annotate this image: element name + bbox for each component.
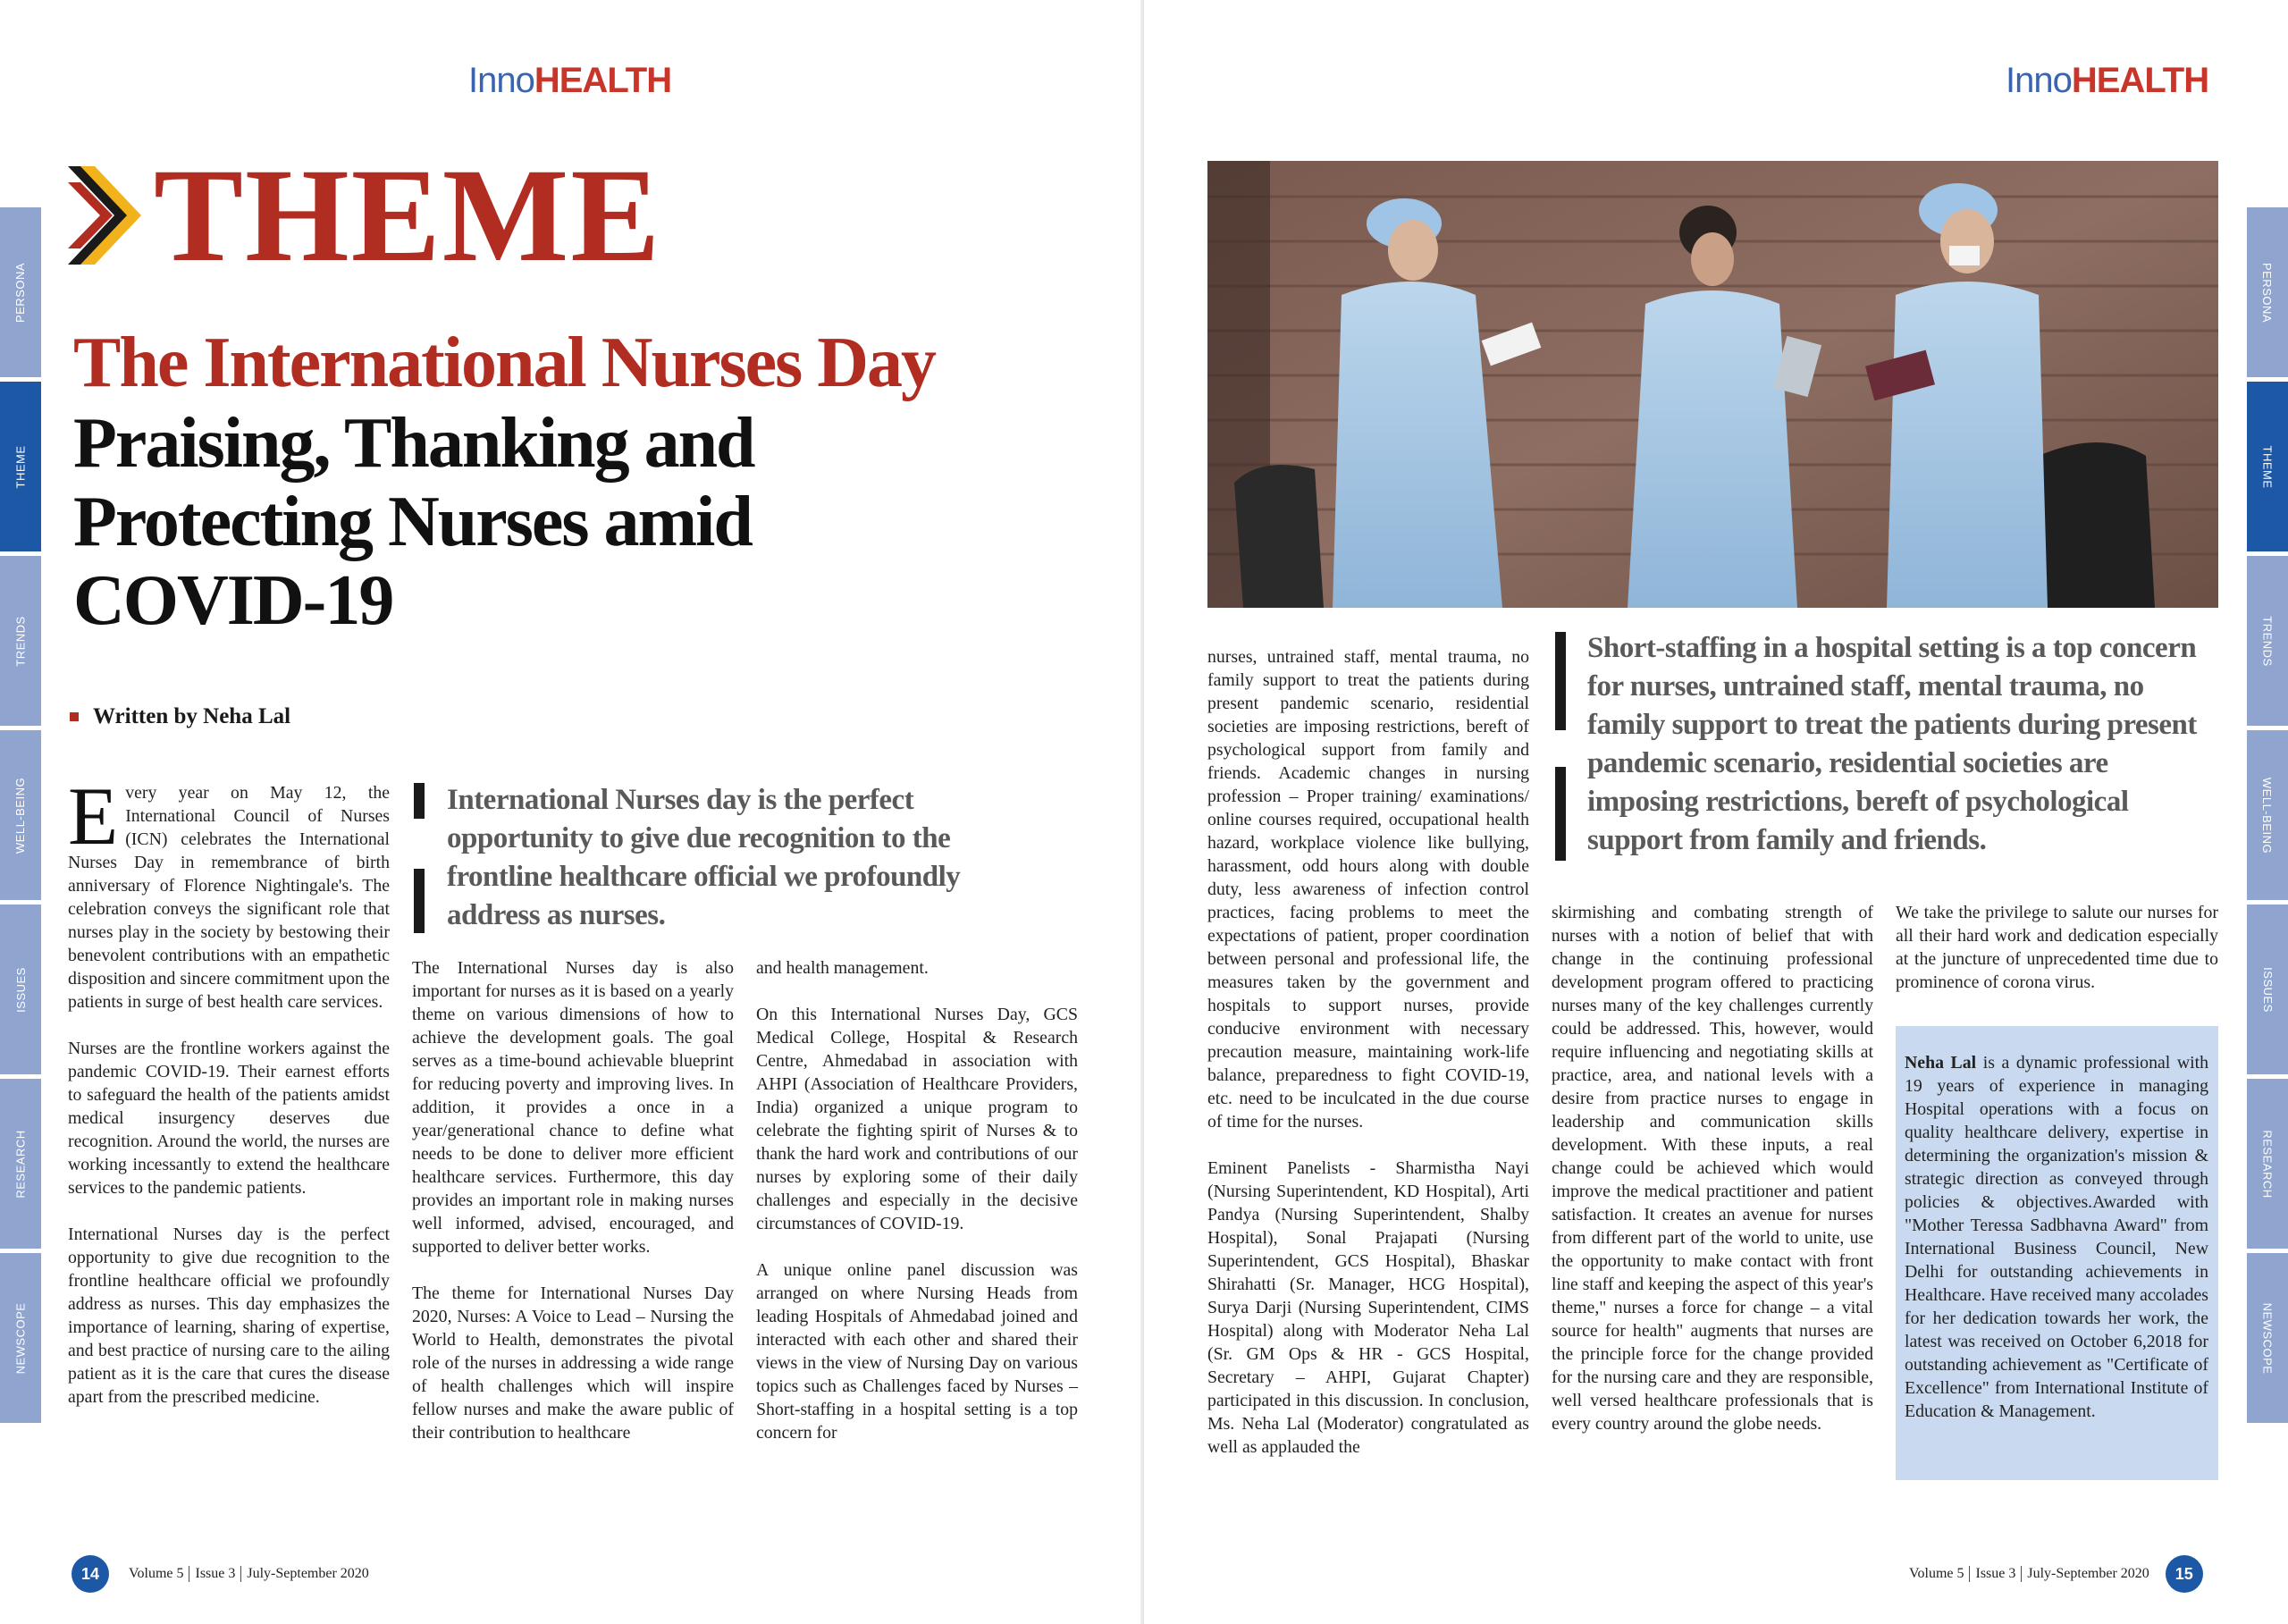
headline-line1: The International Nurses Day [73, 324, 936, 402]
section-tabs-left [0, 207, 41, 1427]
section-tabs-right [2247, 207, 2288, 1427]
tab-well-being[interactable]: WELL-BEING [2247, 730, 2288, 900]
pullquote: International Nurses day is the perfect opportunity to give due recognition to the frontline healthcare official we profoundly address as nurses. [447, 784, 961, 931]
pullquote-bar [1555, 632, 1566, 730]
drop-cap: E [68, 770, 119, 862]
tab-issues[interactable]: ISSUES [0, 905, 41, 1074]
innohealth-logo: InnoHEALTH [468, 61, 672, 100]
paragraph: International Nurses day is the perfect opportunity to give due recognition to the frontline healthcare official we profoundly address as nurses. This day emphasizes the importance of learning, sharing of expertise, and best practice of nursing care to the ailing patient as it is the care that cures the disease apart from the prescribed medicine. [68, 1224, 390, 1407]
article-column-5 [1552, 901, 1873, 1459]
paragraph: skirmishing and combating strength of nurses with a notion of belief that with change in the continuing professional development program offered to practicing nurses many of the key challenges currently could be addressed. This, however, would require influencing and negotiating skills at practice, area, and national levels with a desire from practice nurses to engage in leadership and communication skills development. With these inputs, a real change could be achieved which would improve the medical practitioner and patient satisfaction. It creates an avenue for nurses from different part of the world to unite, use the opportunity to make contact with front line staff and keeping the aspect of this year's theme," nurses a force for change – a vital source for health" augments that nurses are the principle force for the change provided for the nursing care and they are responsible, well versed healthcare professionals that is every country around the globe needs. [1552, 903, 1873, 1434]
paragraph: The International Nurses day is also important for nurses as it is based on a yearly theme on various dimensions of how to achieve the development goals. The goal serves as a time-bound achievable blueprint for reducing poverty and improving lives. In addition, it provides a once in a year/generational chance to define what needs to be done to deliver more efficient healthcare services. Furthermore, this day provides an important role in making nurses well informed, advised, encouraged, and supported to deliver better works. [412, 958, 734, 1257]
pullquote-bar [1555, 767, 1566, 861]
pullquote-bar [414, 869, 425, 933]
article-column-4 [1207, 645, 1529, 1482]
section-label: THEME [154, 141, 662, 290]
tab-trends[interactable]: TRENDS [0, 556, 41, 726]
tab-well-being[interactable]: WELL-BEING [0, 730, 41, 900]
tab-persona[interactable]: PERSONA [0, 207, 41, 377]
paragraph: Nurses are the frontline workers against the pandemic COVID-19. Their earnest efforts to safeguard the health of the patients amidst medical insurgency deserves due recognition. Around the world, the nurses are working incessantly to extend the healthcare services to the pandemic patients. [68, 1039, 390, 1198]
tab-persona[interactable]: PERSONA [2247, 207, 2288, 377]
nurses-photo [1207, 161, 2218, 608]
tab-issues[interactable]: ISSUES [2247, 905, 2288, 1074]
paragraph: nurses, untrained staff, mental trauma, no family support to treat the patients during present pandemic scenario, residential societies are imposing restrictions, bereft of psychological support from family and friends. Academic changes in nursing profession – Proper training/ examinations/ online courses required, occupational health hazard, workplace violence like bullying, harassment, odd hours along with double duty, less awareness of infection control practices, facing problems to meet the expectations of patient, proper coordination between personal and professional life, the measures taken by the government and hospitals to support nurses, provide conducive environment with necessary precaution measure, maintaining work-life balance, preparedness to fight COVID-19, etc. need to be inculcated in the due course of time for the nurses. [1207, 647, 1529, 1132]
page-footer-left: 14 Volume 5 Issue 3 July-September 2020 [72, 1555, 369, 1593]
tab-trends[interactable]: TRENDS [2247, 556, 2288, 726]
page-footer-right: Volume 5 Issue 3 July-September 2020 15 [1909, 1555, 2203, 1593]
bullet-square-icon [70, 712, 79, 721]
tab-newscope[interactable]: NEWSCOPE [0, 1253, 41, 1423]
paragraph: The theme for International Nurses Day 2020, Nurses: A Voice to Lead – Nursing the World to Health, demonstrates the pivotal role of the nurses in addressing a wide range of health challenges which will inspire fellow nurses and make the aware public of their contribution to healthcare [412, 1283, 734, 1443]
tab-theme[interactable]: THEME [2247, 382, 2288, 551]
paragraph: and health management. [756, 958, 929, 978]
nurses-in-ppe-illustration [1207, 161, 2218, 608]
tab-newscope[interactable]: NEWSCOPE [2247, 1253, 2288, 1423]
innohealth-logo: InnoHEALTH [2006, 61, 2209, 100]
paragraph: A unique online panel discussion was arranged on where Nursing Heads from leading Hospitals of Ahmedabad joined and interacted with each other and shared their views in the view of Nursing Day on various topics such as Challenges faced by Nurses – Short-staffing in a hospital setting is a top concern for [756, 1260, 1078, 1443]
article-column-6 [1896, 901, 2218, 1017]
paragraph: Eminent Panelists - Sharmistha Nayi (Nursing Superintendent, KD Hospital), Arti Pandya (Nursing Superintendent, Shalby Hospital), Sonal Prajapati (Nursing Superintendent, GCS Hospital), Bhaskar Shirahatti (Sr. Manager, HCG Hospital), Surya Darji (Nursing Superintendent, CIMS Hospital) along with Moderator Neha Lal (Sr. GM Ops & HR - GCS Hospital, Secretary – AHPI, Gujarat Chapter) participated in this discussion. In conclusion, Ms. Neha Lal (Moderator) congratulated as well as applauded the [1207, 1158, 1529, 1457]
paragraph: We take the privilege to salute our nurses for all their hard work and dedication especially at the juncture of unprecedented time due to prominence of corona virus. [1896, 903, 2218, 992]
byline: Written by Neha Lal [70, 704, 290, 729]
tab-research[interactable]: RESEARCH [2247, 1079, 2288, 1249]
paragraph: Every year on May 12, the International Council of Nurses (ICN) celebrates the International Nurses Day in remembrance of birth anniversary of Florence Nightingale's. The celebration conveys the significant role that nurses play in the society by bestowing their benevolent contributions with an empathetic disposition and sincere commitment upon the patients in surge of best health care services. [68, 770, 390, 1012]
article-column-2 [412, 956, 734, 1468]
page-number: 15 [2166, 1555, 2203, 1593]
headline-subtitle: Praising, Thanking and Protecting Nurses amid COVID-19 [73, 404, 754, 640]
tab-research[interactable]: RESEARCH [0, 1079, 41, 1249]
paragraph: On this International Nurses Day, GCS Medical College, Hospital & Research Centre, Ahmedabad in association with AHPI (Association of Healthcare Providers, India) organized a unique program to celebrate the fighting spirit of Nurses & to thank the hard work and contributions of our nurses by exploring some of their daily challenges and especially in the decisive circumstances of COVID-19. [756, 1005, 1078, 1233]
author-name: Neha Lal [1905, 1053, 1977, 1073]
pullquote: Short-staffing in a hospital setting is a top concern for nurses, untrained staff, mental trauma, no family support to treat the patients during present pandemic scenario, residential societies are imposing restrictions, bereft of psychological support from family and friends. [1587, 632, 2197, 856]
article-column-3 [756, 956, 1078, 1468]
tab-theme[interactable]: THEME [0, 382, 41, 551]
chevron-arrow-icon [68, 166, 143, 265]
author-bio: Neha Lal is a dynamic professional with 19 years of experience in managing Hospital operations with a focus on quality healthcare delivery, expertise in determining the organization's mission & strategic direction as conveyed through policies & objectives.Awarded with "Mother Teressa Sadbhavna Award" from International Business Council, New Delhi for outstanding achievements in Healthcare. Have received many accolades for her dedication towards her work, the latest was received on October 6,2018 for outstanding achievement as "Certificate of Excellence" from International Institute of Education & Management. [1905, 1053, 2208, 1421]
page-number: 14 [72, 1555, 109, 1593]
pullquote-bar [414, 783, 425, 819]
article-column-1 [68, 770, 390, 1432]
